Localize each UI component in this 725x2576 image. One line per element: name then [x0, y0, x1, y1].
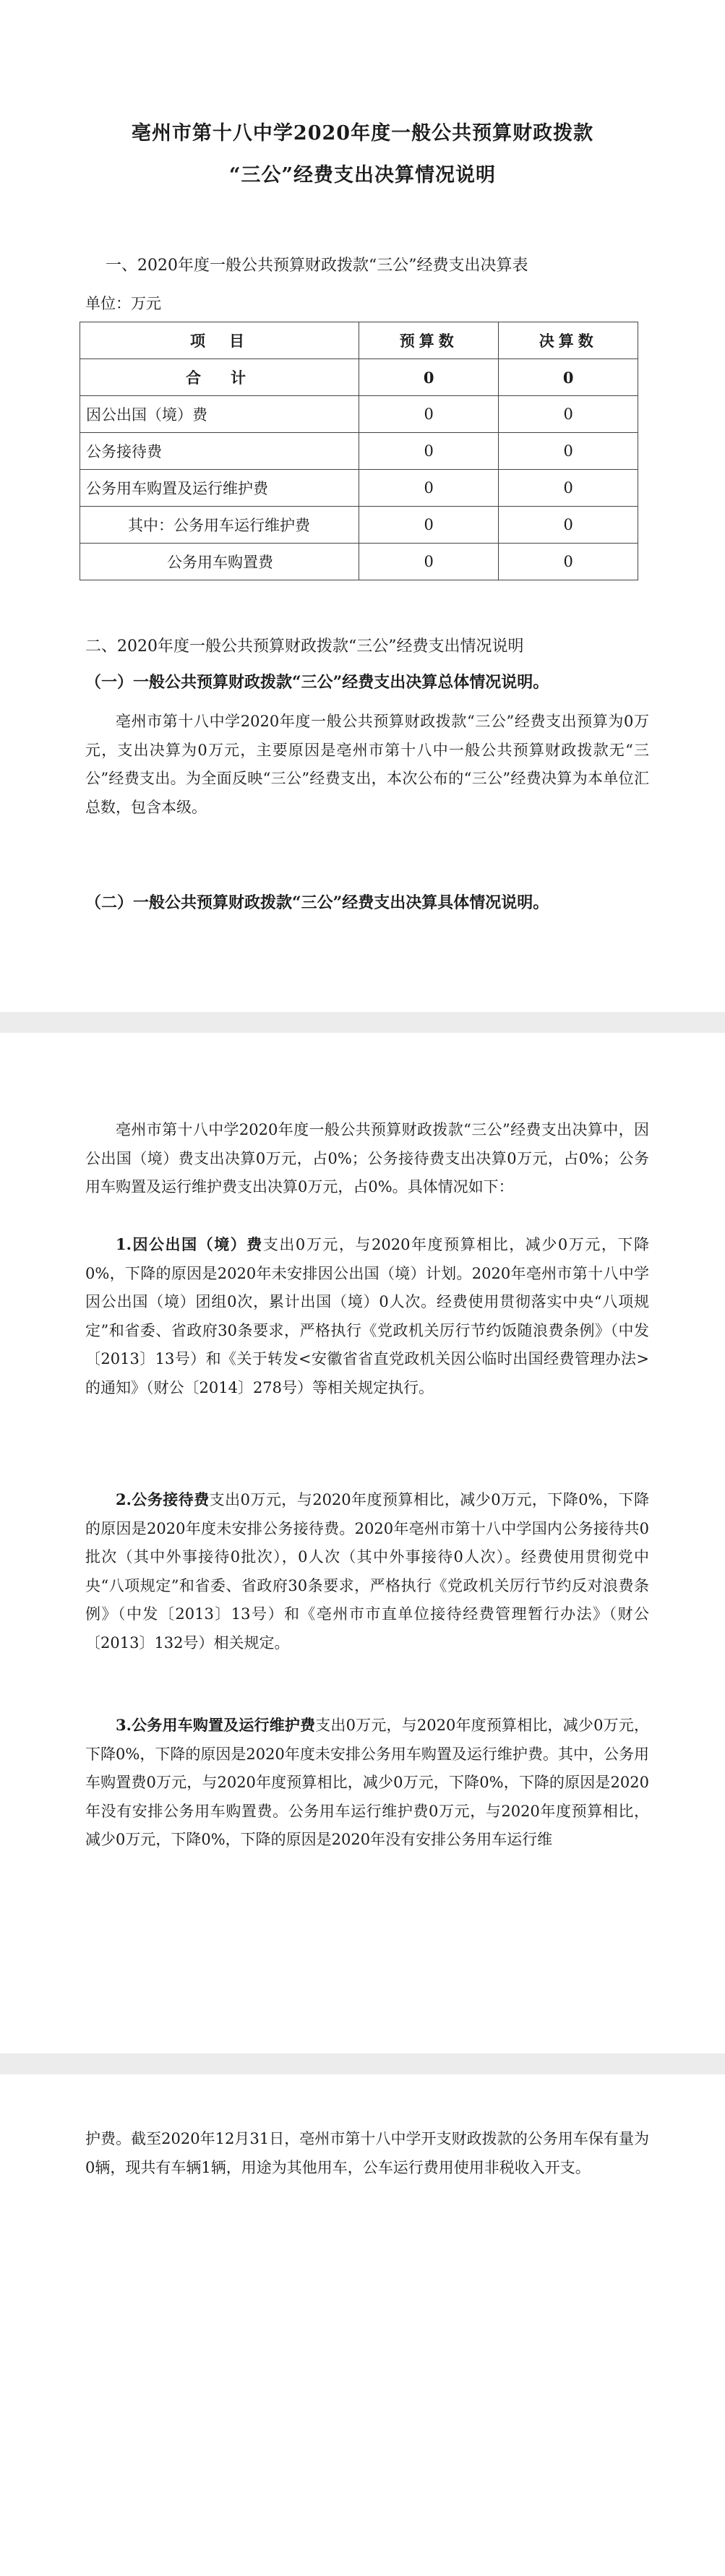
document-title-line1: 亳州市第十八中学2020年度一般公共预算财政拨款: [131, 122, 594, 145]
row-actual: 0: [499, 396, 638, 433]
document-title-line2: “三公”经费支出决算情况说明: [228, 164, 497, 186]
row-actual: 0: [499, 359, 638, 396]
row-budget: 0: [359, 359, 498, 396]
continuation-text: 护费。截至2020年12月31日，亳州市第十八中学开支财政拨款的公务用车保有量为0辆，现共有车辆1辆，用途为其他用车，公车运行费用使用非税收入开支。: [85, 2130, 649, 2176]
header-actual: 决算数: [499, 322, 638, 359]
row-actual: 0: [499, 507, 638, 544]
page-1: [0, 0, 725, 1012]
subsection2-heading: （二）一般公共预算财政拨款“三公”经费支出决算具体情况说明。: [85, 893, 549, 912]
item3-title: 3.公务用车购置及运行维护费: [116, 1716, 316, 1734]
page-separator: [0, 2053, 725, 2074]
page-2: [0, 1033, 725, 2053]
row-label: 公务接待费: [80, 433, 359, 470]
row-label: 合 计: [80, 359, 359, 396]
table-row: [80, 396, 638, 433]
table-row: [80, 470, 638, 507]
row-budget: 0: [359, 470, 498, 507]
item1-paragraph: [85, 1230, 649, 1402]
item3-text: 支出0万元，与2020年度预算相比，减少0万元，下降0%，下降的原因是2020年度未安排公务用车购置及运行维护费。其中，公务用车购置费0万元，与2020年度预算相比，减少0万元，下降0%，下降的原因是2020年没有安排公务用车购置费。公务用车运行维护费0万元，与2020年度预算相比，减少0万元，下降0%，下降的原因是2020年没有安排公务用车运行维: [85, 1717, 649, 1848]
table-row: [80, 544, 638, 580]
row-budget: 0: [359, 507, 498, 544]
table-header-row: [80, 322, 638, 359]
section1-heading: 一、2020年度一般公共预算财政拨款“三公”经费支出决算表: [106, 257, 528, 275]
row-actual: 0: [499, 544, 638, 580]
row-budget: 0: [359, 396, 498, 433]
row-label: 公务用车购置及运行维护费: [80, 470, 359, 507]
row-label: 其中：公务用车运行维护费: [80, 507, 359, 544]
row-label: 因公出国（境）费: [80, 396, 359, 433]
item1-title: 1.因公出国（境）费: [116, 1235, 263, 1253]
item1-text: 支出0万元，与2020年度预算相比，减少0万元，下降0%，下降的原因是2020年未安排因公出国（境）计划。2020年亳州市第十八中学因公出国（境）团组0次，累计出国（境）0人次。经费使用贯彻落实中央“八项规定”和省委、省政府30条要求，严格执行《党政机关厉行节约饭随浪费条例》（中发〔2013〕13号）和《关于转发<安徽省省直党政机关因公临时出国经费管理办法>的通知》（财公〔2014〕278号）等相关规定执行。: [85, 1236, 649, 1396]
header-budget: 预算数: [359, 322, 498, 359]
row-budget: 0: [359, 544, 498, 580]
budget-table: [80, 322, 638, 580]
unit-label: 单位：万元: [85, 295, 161, 312]
row-label: 公务用车购置费: [80, 544, 359, 580]
page-separator: [0, 1012, 725, 1033]
row-actual: 0: [499, 433, 638, 470]
row-budget: 0: [359, 433, 498, 470]
subsection1-text: 亳州市第十八中学2020年度一般公共预算财政拨款“三公”经费支出预算为0万元，支出决算为0万元，主要原因是亳州市第十八中一般公共预算财政拨款无“三公”经费支出。为全面反映“三公”经费支出，本次公布的“三公”经费决算为本单位汇总数，包含本级。: [85, 713, 649, 816]
subsection1-heading: （一）一般公共预算财政拨款“三公”经费支出决算总体情况说明。: [85, 673, 549, 692]
table-row: [80, 433, 638, 470]
item2-title: 2.公务接待费: [116, 1490, 210, 1508]
item2-text: 支出0万元，与2020年度预算相比，减少0万元，下降0%，下降的原因是2020年度未安排公务接待费。2020年亳州市第十八中学国内公务接待共0批次（其中外事接待0批次），0人次（其中外事接待0人次）。经费使用贯彻党中央“八项规定”和省委、省政府30条要求，严格执行《党政机关厉行节约反对浪费条例》（中发〔2013〕13号）和《亳州市市直单位接待经费管理暂行办法》（财公〔2013〕132号）相关规定。: [85, 1491, 649, 1652]
item3-paragraph: [85, 1711, 649, 1855]
row-actual: 0: [499, 470, 638, 507]
section2-heading: 二、2020年度一般公共预算财政拨款“三公”经费支出情况说明: [85, 637, 524, 656]
detail-intro: 亳州市第十八中学2020年度一般公共预算财政拨款“三公”经费支出决算中，因公出国（境）费支出决算0万元，占0%；公务接待费支出决算0万元，占0%；公务用车购置及运行维护费支出决算0万元，占0%。具体情况如下：: [85, 1121, 649, 1195]
table-row: [80, 507, 638, 544]
header-item: 项 目: [80, 322, 359, 359]
table-row: [80, 359, 638, 396]
item2-paragraph: [85, 1485, 649, 1657]
page-3: [0, 2074, 725, 2576]
